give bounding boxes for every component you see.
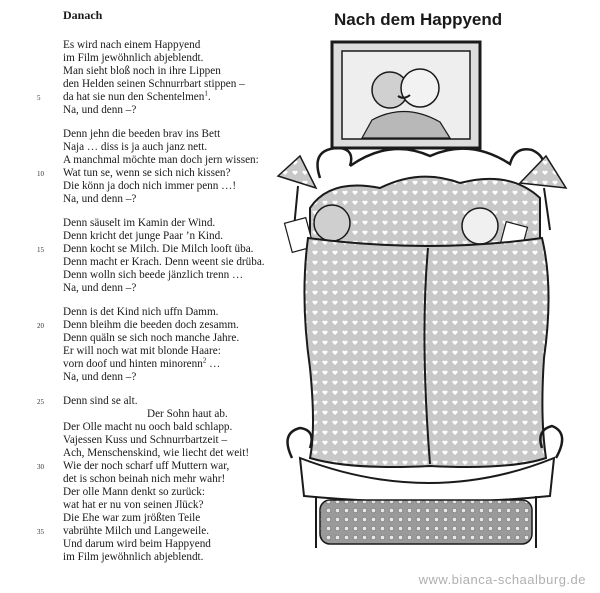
poem-line: Die könn ja doch nich immer penn …! [63, 180, 237, 192]
poem-line: Die Ehe war zum jrößten Teile [63, 512, 201, 524]
duvet [304, 238, 548, 467]
line-number: 30 [37, 463, 44, 471]
poem-line-text: da hat sie nun den Schentelmen [63, 91, 205, 103]
poem-line: Er will noch wat mit blonde Haare: [63, 345, 221, 357]
watermark: www.bianca-schaalburg.de [418, 572, 586, 587]
poem-line: A manchmal möchte man doch jern wissen: [63, 154, 259, 166]
line-number: 25 [37, 398, 44, 406]
poem-line: Na, und denn –? [63, 104, 137, 116]
wall-picture [332, 42, 480, 148]
poem-line: Na, und denn –? [63, 371, 137, 383]
line-number: 20 [37, 322, 44, 330]
line-number: 5 [37, 94, 41, 102]
poem-line: Man sieht bloß noch in ihre Lippen [63, 65, 221, 77]
poem-line: wat hat er nu von seinen Jlück? [63, 499, 204, 511]
poem-line: det is schon beinah nich mehr wahr! [63, 473, 226, 485]
line-number: 10 [37, 170, 44, 178]
poem-line-ellipsis: … [206, 358, 221, 370]
poem-line: Der olle Mann denkt so zurück: [63, 486, 205, 498]
poem-line [63, 91, 211, 104]
poem-line-text: vorn doof und hinten minorenn [63, 358, 203, 370]
poem-line: Ach, Menschenskind, wie liecht det weit! [63, 447, 250, 459]
poem-line: Denn sind se alt. [63, 395, 138, 407]
poem-line: im Film jewöhnlich abjeblendt. [63, 52, 204, 64]
illustration-heading: Nach dem Happyend [334, 10, 503, 29]
couple-in-bed-cartoon-icon [270, 38, 595, 560]
line-number: 35 [37, 528, 44, 536]
poem-line: Denn wolln sich beede jänzlich trenn … [63, 269, 244, 281]
poem-line: Denn jehn die beeden brav ins Bett [63, 128, 221, 140]
poem-line: Vajessen Kuss und Schnurrbartzeit – [63, 434, 228, 446]
poem-line: Denn bleihm die beeden doch zesamm. [63, 319, 239, 331]
footnote-mark: 1 [204, 89, 208, 98]
poem-line: Na, und denn –? [63, 282, 137, 294]
poem-line: Es wird nach einem Happyend [63, 39, 201, 51]
poem-line: Und darum wird beim Happyend [63, 538, 211, 550]
poem-line: Denn kocht se Milch. Die Milch looft üba. [63, 243, 254, 255]
poem-line: Denn säuselt im Kamin der Wind. [63, 217, 216, 229]
poem-title: Danach [63, 8, 103, 22]
poem-line: vabrühte Milch und Langeweile. [63, 525, 210, 537]
poem-line: Denn kricht det junge Paar ’n Kind. [63, 230, 224, 242]
footnote-mark: 2 [202, 356, 207, 365]
poem-line: Denn quäln se sich noch manche Jahre. [63, 332, 240, 344]
poem-line: Wie der noch scharf uff Muttern war, [63, 460, 230, 472]
poem-line: Denn macht er Krach. Denn weent sie drüba. [63, 256, 265, 268]
poem-line: Wat tun se, wenn se sich nich kissen? [63, 167, 231, 179]
poem-line-period: . [207, 91, 211, 103]
poem-line: Der Sohn haut ab. [147, 408, 228, 420]
poem-line: Denn is det Kind nich uffn Damm. [63, 306, 219, 318]
poem-line: den Helden seinen Schnurrbart stippen – [63, 78, 245, 90]
poem-line: Der Olle macht nu ooch bald schlapp. [63, 421, 233, 433]
poem-line: im Film jewöhnlich abjeblendt. [63, 551, 204, 563]
poem-line: Naja … diss is ja auch janz nett. [63, 141, 208, 153]
poem-line [63, 358, 220, 371]
poem-line: Na, und denn –? [63, 193, 137, 205]
line-number: 15 [37, 246, 44, 254]
